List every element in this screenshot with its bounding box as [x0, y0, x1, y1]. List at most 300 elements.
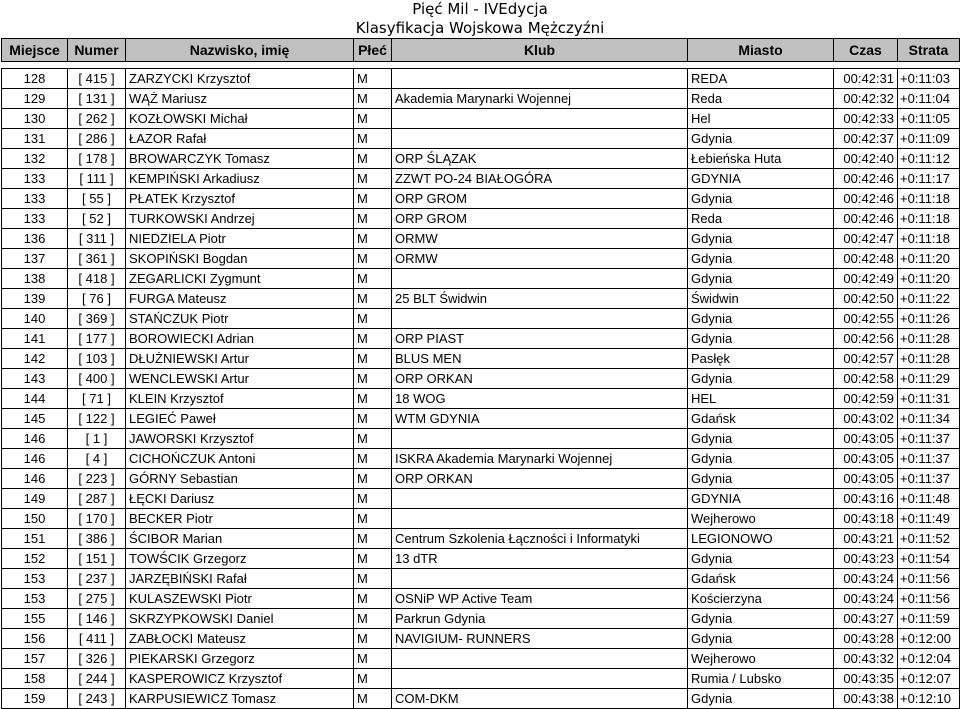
table-row: [2, 109, 960, 129]
cell-loss: +0:11:20: [898, 249, 960, 269]
cell-loss: +0:11:56: [898, 589, 960, 609]
cell-time: 00:43:32: [834, 649, 898, 669]
cell-time: 00:43:05: [834, 469, 898, 489]
cell-loss: +0:11:59: [898, 609, 960, 629]
cell-city: Gdynia: [688, 249, 834, 269]
cell-loss: +0:11:18: [898, 209, 960, 229]
cell-club: ORMW: [392, 249, 688, 269]
cell-time: 00:42:50: [834, 289, 898, 309]
cell-club: 25 BLT Świdwin: [392, 289, 688, 309]
cell-time: 00:43:24: [834, 569, 898, 589]
cell-sex: M: [354, 89, 392, 109]
cell-name: SKRZYPKOWSKI Daniel: [126, 609, 354, 629]
results-table: [1, 38, 960, 709]
table-row: [2, 69, 960, 89]
cell-place: 133: [2, 209, 68, 229]
cell-place: 141: [2, 329, 68, 349]
cell-sex: M: [354, 589, 392, 609]
table-row: [2, 309, 960, 329]
cell-sex: M: [354, 649, 392, 669]
table-row: [2, 629, 960, 649]
cell-loss: +0:11:37: [898, 469, 960, 489]
cell-sex: M: [354, 509, 392, 529]
cell-sex: M: [354, 229, 392, 249]
cell-place: 149: [2, 489, 68, 509]
cell-club: NAVIGIUM- RUNNERS: [392, 629, 688, 649]
table-row: [2, 209, 960, 229]
cell-city: HEL: [688, 389, 834, 409]
col-header-number: Numer: [68, 39, 126, 62]
cell-number: [ 326 ]: [68, 649, 126, 669]
cell-time: 00:42:47: [834, 229, 898, 249]
cell-loss: +0:11:04: [898, 89, 960, 109]
table-row: [2, 389, 960, 409]
cell-sex: M: [354, 689, 392, 709]
cell-name: LEGIEĆ Paweł: [126, 409, 354, 429]
col-header-time: Czas: [834, 39, 898, 62]
cell-name: BOROWIECKI Adrian: [126, 329, 354, 349]
cell-place: 157: [2, 649, 68, 669]
table-row: [2, 409, 960, 429]
cell-sex: M: [354, 69, 392, 89]
col-header-loss: Strata: [898, 39, 960, 62]
col-header-sex: Płeć: [354, 39, 392, 62]
cell-club: [392, 309, 688, 329]
cell-name: JAWORSKI Krzysztof: [126, 429, 354, 449]
cell-number: [ 369 ]: [68, 309, 126, 329]
cell-club: [392, 269, 688, 289]
table-row: [2, 349, 960, 369]
cell-loss: +0:12:04: [898, 649, 960, 669]
cell-number: [ 400 ]: [68, 369, 126, 389]
cell-city: Świdwin: [688, 289, 834, 309]
cell-club: [392, 69, 688, 89]
cell-city: Reda: [688, 89, 834, 109]
cell-loss: +0:11:26: [898, 309, 960, 329]
cell-time: 00:42:46: [834, 209, 898, 229]
cell-place: 140: [2, 309, 68, 329]
cell-name: WĄŻ Mariusz: [126, 89, 354, 109]
cell-sex: M: [354, 149, 392, 169]
cell-city: Gdynia: [688, 469, 834, 489]
cell-city: GDYNIA: [688, 169, 834, 189]
cell-club: [392, 489, 688, 509]
cell-name: ŁAZOR Rafał: [126, 129, 354, 149]
cell-time: 00:43:35: [834, 669, 898, 689]
cell-number: [ 52 ]: [68, 209, 126, 229]
cell-place: 138: [2, 269, 68, 289]
table-row: [2, 469, 960, 489]
cell-place: 151: [2, 529, 68, 549]
table-row: [2, 149, 960, 169]
cell-name: KOZŁOWSKI Michał: [126, 109, 354, 129]
cell-city: Rumia / Lubsko: [688, 669, 834, 689]
cell-city: Pasłęk: [688, 349, 834, 369]
cell-city: Reda: [688, 209, 834, 229]
table-row: [2, 649, 960, 669]
cell-name: PIEKARSKI Grzegorz: [126, 649, 354, 669]
cell-sex: M: [354, 249, 392, 269]
cell-place: 131: [2, 129, 68, 149]
cell-club: [392, 649, 688, 669]
cell-name: WENCLEWSKI Artur: [126, 369, 354, 389]
cell-number: [ 1 ]: [68, 429, 126, 449]
table-row: [2, 329, 960, 349]
cell-loss: +0:11:56: [898, 569, 960, 589]
cell-place: 130: [2, 109, 68, 129]
cell-city: Gdynia: [688, 189, 834, 209]
cell-loss: +0:11:49: [898, 509, 960, 529]
table-row: [2, 689, 960, 709]
cell-time: 00:43:24: [834, 589, 898, 609]
cell-club: [392, 569, 688, 589]
cell-club: 18 WOG: [392, 389, 688, 409]
cell-sex: M: [354, 129, 392, 149]
cell-sex: M: [354, 529, 392, 549]
cell-loss: +0:11:29: [898, 369, 960, 389]
cell-name: FURGA Mateusz: [126, 289, 354, 309]
table-body: [2, 62, 960, 709]
cell-name: BROWARCZYK Tomasz: [126, 149, 354, 169]
cell-loss: +0:11:03: [898, 69, 960, 89]
cell-number: [ 244 ]: [68, 669, 126, 689]
cell-time: 00:42:31: [834, 69, 898, 89]
cell-place: 156: [2, 629, 68, 649]
cell-name: GÓRNY Sebastian: [126, 469, 354, 489]
cell-time: 00:43:05: [834, 449, 898, 469]
cell-name: ŁĘCKI Dariusz: [126, 489, 354, 509]
cell-number: [ 311 ]: [68, 229, 126, 249]
cell-club: [392, 429, 688, 449]
cell-club: [392, 109, 688, 129]
cell-city: Wejherowo: [688, 649, 834, 669]
cell-loss: +0:11:34: [898, 409, 960, 429]
cell-club: ISKRA Akademia Marynarki Wojennej: [392, 449, 688, 469]
cell-time: 00:42:49: [834, 269, 898, 289]
cell-number: [ 55 ]: [68, 189, 126, 209]
cell-number: [ 361 ]: [68, 249, 126, 269]
cell-city: REDA: [688, 69, 834, 89]
table-header-row: [2, 39, 960, 62]
cell-city: Gdynia: [688, 269, 834, 289]
cell-loss: +0:12:07: [898, 669, 960, 689]
cell-club: ZZWT PO-24 BIAŁOGÓRA: [392, 169, 688, 189]
col-header-club: Klub: [392, 39, 688, 62]
table-row: [2, 429, 960, 449]
cell-loss: +0:11:12: [898, 149, 960, 169]
cell-club: ORMW: [392, 229, 688, 249]
cell-name: SKOPIŃSKI Bogdan: [126, 249, 354, 269]
cell-loss: +0:11:05: [898, 109, 960, 129]
cell-number: [ 178 ]: [68, 149, 126, 169]
cell-name: ZARZYCKI Krzysztof: [126, 69, 354, 89]
cell-time: 00:42:46: [834, 169, 898, 189]
cell-city: Gdynia: [688, 609, 834, 629]
cell-loss: +0:11:18: [898, 189, 960, 209]
cell-club: ORP ŚLĄZAK: [392, 149, 688, 169]
cell-club: [392, 509, 688, 529]
cell-number: [ 76 ]: [68, 289, 126, 309]
table-row: [2, 189, 960, 209]
cell-place: 153: [2, 589, 68, 609]
cell-loss: +0:11:09: [898, 129, 960, 149]
cell-time: 00:42:32: [834, 89, 898, 109]
cell-city: Gdańsk: [688, 569, 834, 589]
cell-number: [ 71 ]: [68, 389, 126, 409]
cell-city: Gdynia: [688, 329, 834, 349]
table-row: [2, 369, 960, 389]
cell-name: KARPUSIEWICZ Tomasz: [126, 689, 354, 709]
table-row: [2, 509, 960, 529]
cell-place: 153: [2, 569, 68, 589]
cell-loss: +0:11:18: [898, 229, 960, 249]
cell-place: 136: [2, 229, 68, 249]
cell-sex: M: [354, 449, 392, 469]
cell-time: 00:42:48: [834, 249, 898, 269]
cell-number: [ 4 ]: [68, 449, 126, 469]
cell-place: 132: [2, 149, 68, 169]
cell-place: 146: [2, 449, 68, 469]
cell-loss: +0:11:20: [898, 269, 960, 289]
cell-name: PŁATEK Krzysztof: [126, 189, 354, 209]
cell-name: KULASZEWSKI Piotr: [126, 589, 354, 609]
cell-place: 146: [2, 429, 68, 449]
cell-club: BLUS MEN: [392, 349, 688, 369]
cell-name: ŚCIBOR Marian: [126, 529, 354, 549]
cell-time: 00:42:56: [834, 329, 898, 349]
cell-sex: M: [354, 369, 392, 389]
cell-number: [ 151 ]: [68, 549, 126, 569]
cell-place: 133: [2, 169, 68, 189]
table-row: [2, 549, 960, 569]
cell-number: [ 275 ]: [68, 589, 126, 609]
page-subtitle: Klasyfikacja Wojskowa Mężczyźni: [355, 19, 605, 37]
cell-name: JARZĘBIŃSKI Rafał: [126, 569, 354, 589]
cell-number: [ 122 ]: [68, 409, 126, 429]
cell-name: CICHOŃCZUK Antoni: [126, 449, 354, 469]
cell-city: Gdynia: [688, 229, 834, 249]
cell-club: Centrum Szkolenia Łączności i Informatyki: [392, 529, 688, 549]
cell-sex: M: [354, 409, 392, 429]
cell-city: Gdynia: [688, 629, 834, 649]
cell-sex: M: [354, 329, 392, 349]
cell-number: [ 287 ]: [68, 489, 126, 509]
spacer-row: [2, 62, 960, 69]
cell-sex: M: [354, 309, 392, 329]
table-row: [2, 249, 960, 269]
cell-sex: M: [354, 469, 392, 489]
cell-place: 139: [2, 289, 68, 309]
cell-name: KEMPIŃSKI Arkadiusz: [126, 169, 354, 189]
cell-number: [ 386 ]: [68, 529, 126, 549]
cell-number: [ 177 ]: [68, 329, 126, 349]
cell-time: 00:43:16: [834, 489, 898, 509]
cell-city: Gdynia: [688, 549, 834, 569]
cell-place: 133: [2, 189, 68, 209]
cell-loss: +0:12:00: [898, 629, 960, 649]
cell-time: 00:43:27: [834, 609, 898, 629]
cell-place: 146: [2, 469, 68, 489]
cell-number: [ 243 ]: [68, 689, 126, 709]
cell-number: [ 237 ]: [68, 569, 126, 589]
cell-place: 152: [2, 549, 68, 569]
cell-number: [ 415 ]: [68, 69, 126, 89]
table-row: [2, 449, 960, 469]
cell-sex: M: [354, 669, 392, 689]
cell-club: ORP GROM: [392, 209, 688, 229]
cell-sex: M: [354, 109, 392, 129]
col-header-name: Nazwisko, imię: [126, 39, 354, 62]
col-header-place: Miejsce: [2, 39, 68, 62]
cell-loss: +0:11:31: [898, 389, 960, 409]
cell-sex: M: [354, 609, 392, 629]
cell-city: Gdynia: [688, 449, 834, 469]
cell-name: STAŃCZUK Piotr: [126, 309, 354, 329]
cell-city: Kościerzyna: [688, 589, 834, 609]
col-header-city: Miasto: [688, 39, 834, 62]
table-row: [2, 529, 960, 549]
cell-sex: M: [354, 489, 392, 509]
cell-time: 00:42:46: [834, 189, 898, 209]
cell-time: 00:43:21: [834, 529, 898, 549]
cell-sex: M: [354, 349, 392, 369]
table-row: [2, 609, 960, 629]
table-row: [2, 669, 960, 689]
cell-loss: +0:11:28: [898, 349, 960, 369]
cell-sex: M: [354, 549, 392, 569]
cell-time: 00:43:05: [834, 429, 898, 449]
table-row: [2, 229, 960, 249]
cell-loss: +0:11:48: [898, 489, 960, 509]
cell-name: BECKER Piotr: [126, 509, 354, 529]
cell-number: [ 411 ]: [68, 629, 126, 649]
cell-sex: M: [354, 269, 392, 289]
cell-place: 142: [2, 349, 68, 369]
cell-city: LEGIONOWO: [688, 529, 834, 549]
cell-place: 155: [2, 609, 68, 629]
table-row: [2, 269, 960, 289]
cell-loss: +0:12:10: [898, 689, 960, 709]
cell-time: 00:43:23: [834, 549, 898, 569]
cell-time: 00:43:02: [834, 409, 898, 429]
cell-club: Akademia Marynarki Wojennej: [392, 89, 688, 109]
table-row: [2, 569, 960, 589]
cell-name: TOWŚCIK Grzegorz: [126, 549, 354, 569]
cell-place: 128: [2, 69, 68, 89]
cell-place: 143: [2, 369, 68, 389]
cell-name: TURKOWSKI Andrzej: [126, 209, 354, 229]
cell-sex: M: [354, 389, 392, 409]
cell-club: ORP ORKAN: [392, 469, 688, 489]
cell-place: 129: [2, 89, 68, 109]
cell-name: ZABŁOCKI Mateusz: [126, 629, 354, 649]
cell-club: WTM GDYNIA: [392, 409, 688, 429]
cell-name: KASPEROWICZ Krzysztof: [126, 669, 354, 689]
cell-name: KLEIN Krzysztof: [126, 389, 354, 409]
cell-loss: +0:11:37: [898, 449, 960, 469]
cell-club: 13 dTR: [392, 549, 688, 569]
cell-time: 00:42:55: [834, 309, 898, 329]
cell-sex: M: [354, 629, 392, 649]
cell-loss: +0:11:28: [898, 329, 960, 349]
table-row: [2, 89, 960, 109]
cell-name: DŁUŻNIEWSKI Artur: [126, 349, 354, 369]
table-row: [2, 169, 960, 189]
cell-number: [ 286 ]: [68, 129, 126, 149]
cell-city: Gdynia: [688, 369, 834, 389]
cell-club: ORP ORKAN: [392, 369, 688, 389]
cell-sex: M: [354, 209, 392, 229]
cell-time: 00:42:33: [834, 109, 898, 129]
cell-number: [ 146 ]: [68, 609, 126, 629]
table-row: [2, 589, 960, 609]
cell-club: Parkrun Gdynia: [392, 609, 688, 629]
page-title: Pięć Mil - IVEdycja: [412, 0, 548, 18]
cell-number: [ 103 ]: [68, 349, 126, 369]
cell-time: 00:43:18: [834, 509, 898, 529]
cell-name: NIEDZIELA Piotr: [126, 229, 354, 249]
cell-city: Wejherowo: [688, 509, 834, 529]
cell-club: [392, 129, 688, 149]
cell-place: 137: [2, 249, 68, 269]
cell-city: Gdańsk: [688, 409, 834, 429]
cell-number: [ 262 ]: [68, 109, 126, 129]
cell-city: Gdynia: [688, 429, 834, 449]
cell-club: ORP GROM: [392, 189, 688, 209]
table-row: [2, 489, 960, 509]
cell-time: 00:43:28: [834, 629, 898, 649]
cell-city: Gdynia: [688, 129, 834, 149]
cell-place: 145: [2, 409, 68, 429]
table-row: [2, 129, 960, 149]
cell-place: 159: [2, 689, 68, 709]
cell-time: 00:42:37: [834, 129, 898, 149]
cell-place: 144: [2, 389, 68, 409]
cell-loss: +0:11:22: [898, 289, 960, 309]
cell-sex: M: [354, 189, 392, 209]
cell-time: 00:43:38: [834, 689, 898, 709]
cell-number: [ 170 ]: [68, 509, 126, 529]
cell-city: GDYNIA: [688, 489, 834, 509]
cell-time: 00:42:57: [834, 349, 898, 369]
cell-sex: M: [354, 569, 392, 589]
cell-city: Gdynia: [688, 689, 834, 709]
cell-club: ORP PIAST: [392, 329, 688, 349]
cell-time: 00:42:58: [834, 369, 898, 389]
cell-loss: +0:11:17: [898, 169, 960, 189]
cell-city: Hel: [688, 109, 834, 129]
cell-number: [ 223 ]: [68, 469, 126, 489]
cell-sex: M: [354, 429, 392, 449]
cell-club: COM-DKM: [392, 689, 688, 709]
page-header: [0, 0, 960, 38]
cell-city: Gdynia: [688, 309, 834, 329]
cell-time: 00:42:40: [834, 149, 898, 169]
cell-club: OSNiP WP Active Team: [392, 589, 688, 609]
cell-name: ZEGARLICKI Zygmunt: [126, 269, 354, 289]
cell-club: [392, 669, 688, 689]
cell-loss: +0:11:54: [898, 549, 960, 569]
cell-sex: M: [354, 169, 392, 189]
cell-place: 150: [2, 509, 68, 529]
table-row: [2, 289, 960, 309]
cell-sex: M: [354, 289, 392, 309]
cell-number: [ 131 ]: [68, 89, 126, 109]
cell-time: 00:42:59: [834, 389, 898, 409]
cell-number: [ 418 ]: [68, 269, 126, 289]
cell-number: [ 111 ]: [68, 169, 126, 189]
cell-loss: +0:11:52: [898, 529, 960, 549]
